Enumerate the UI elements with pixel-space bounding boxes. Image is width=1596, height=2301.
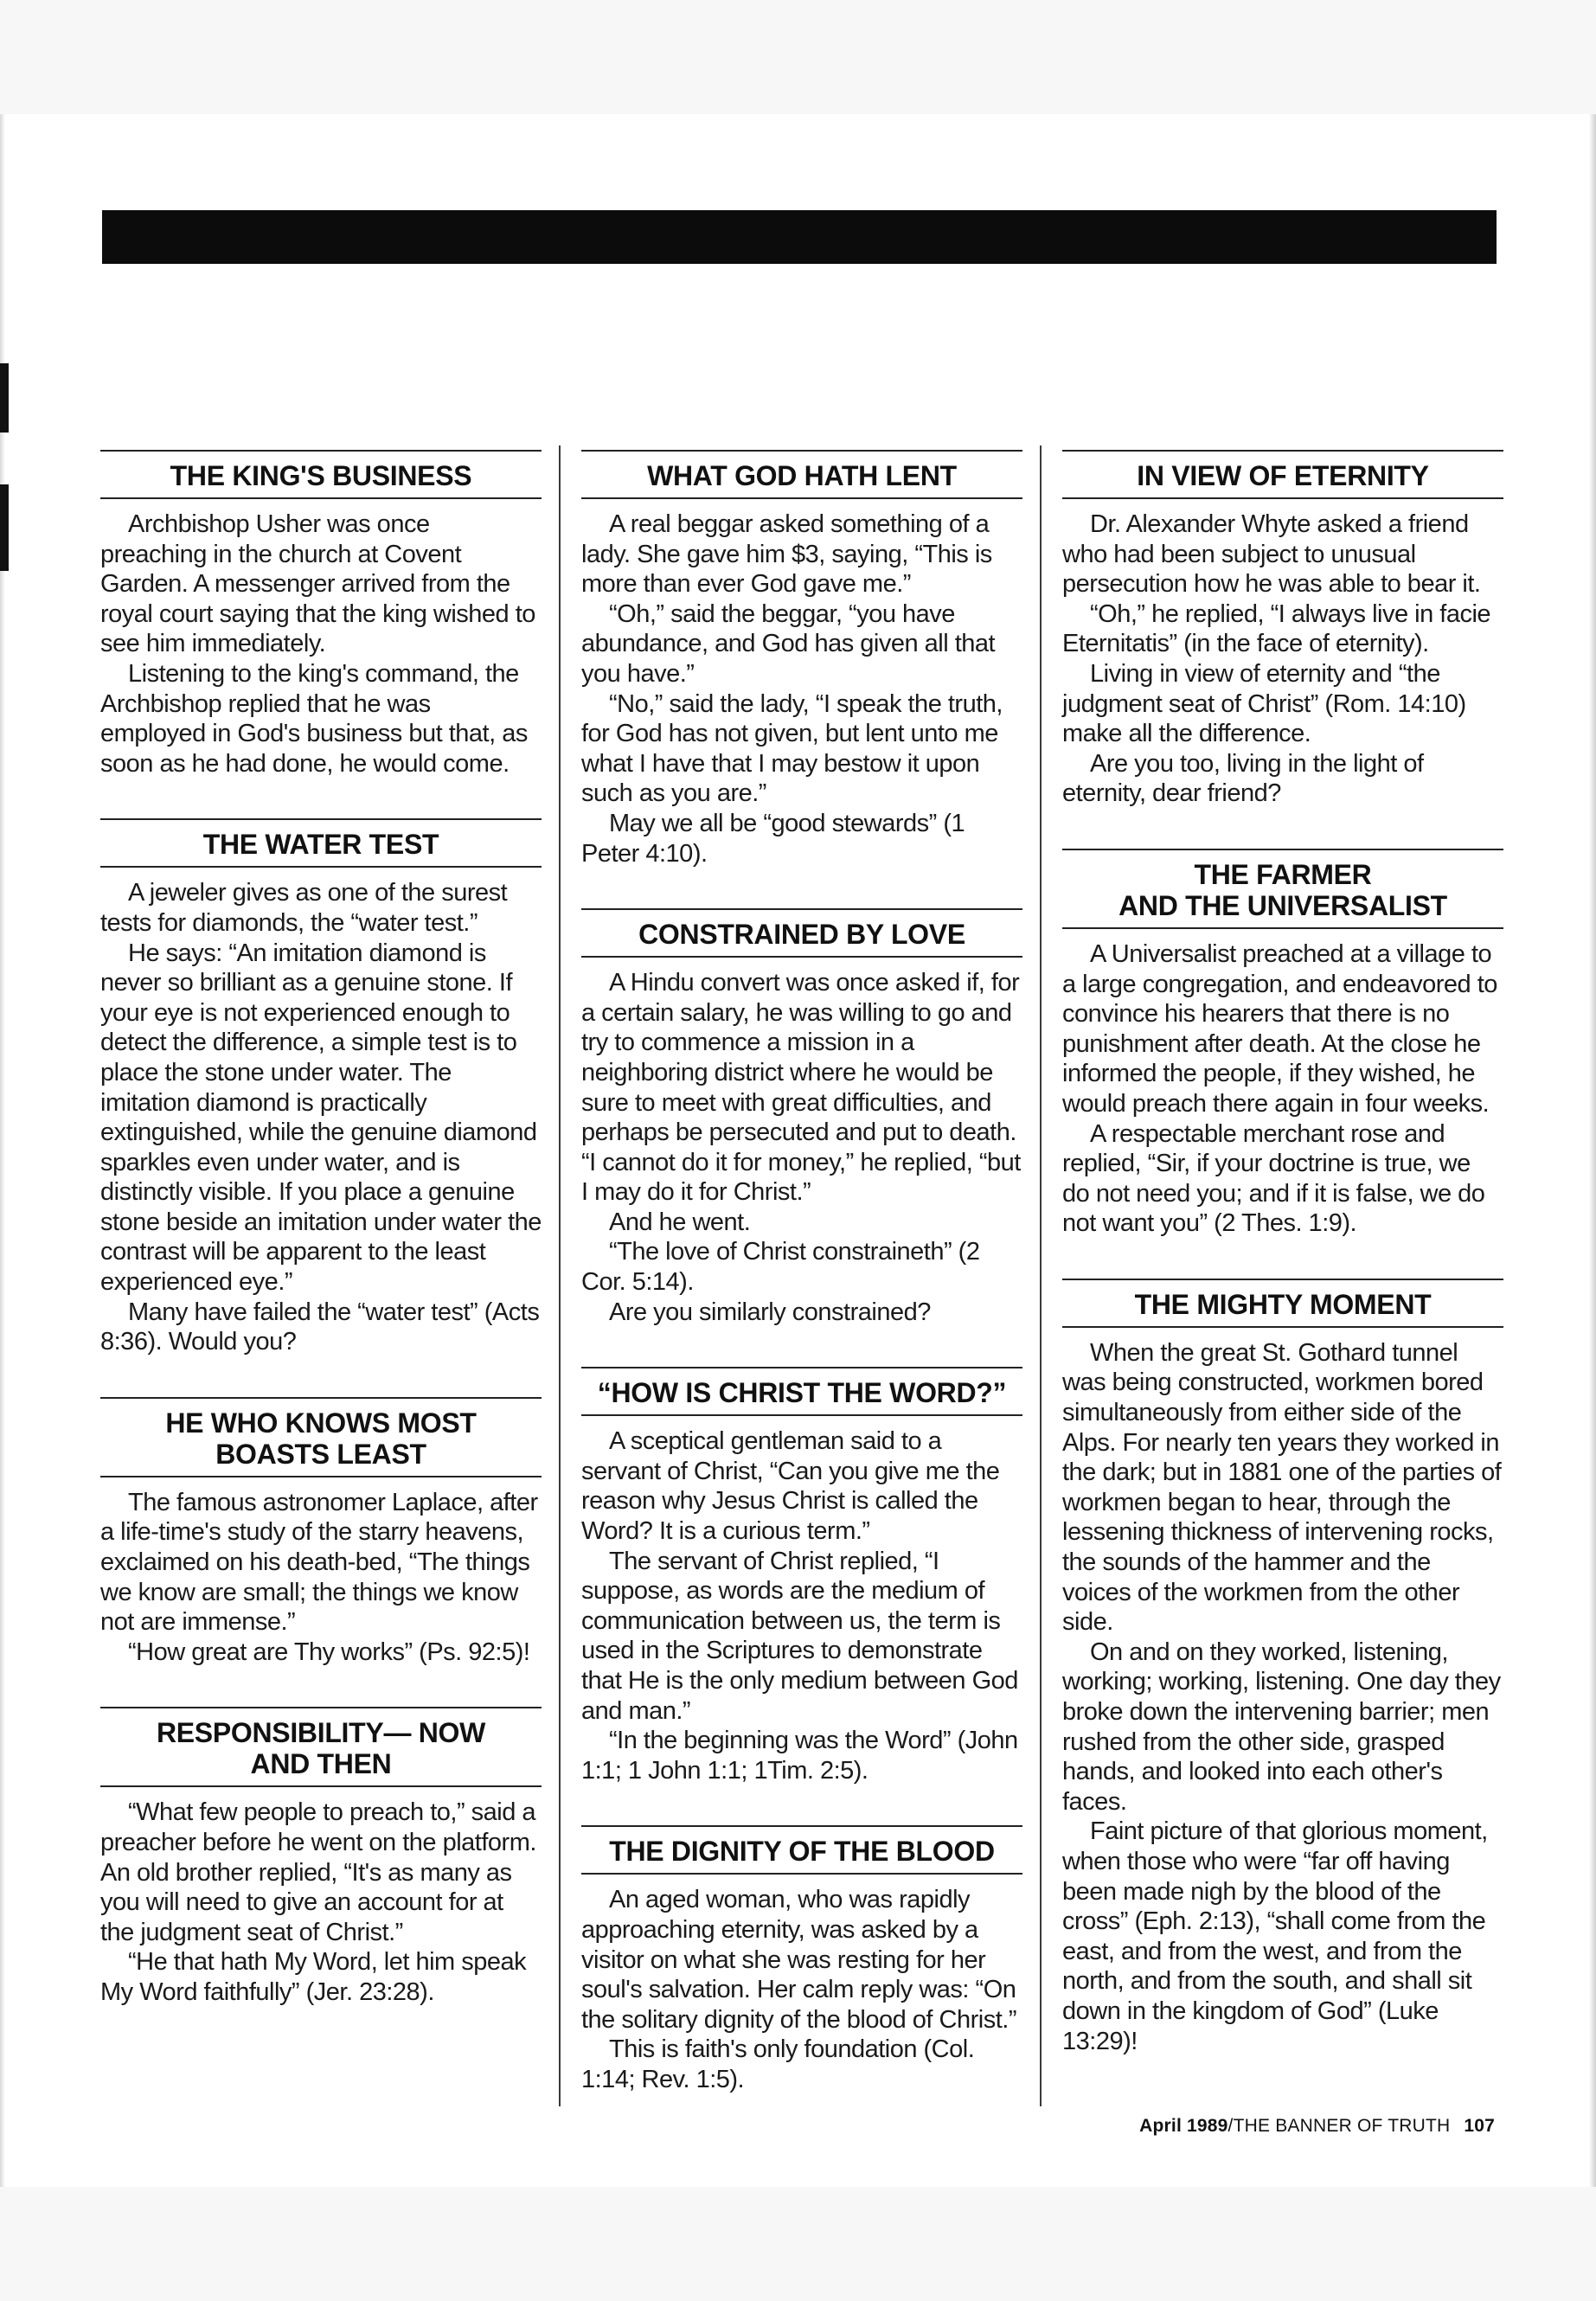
- article-headline: THE DIGNITY OF THE BLOOD: [581, 1825, 1022, 1875]
- article-paragraph: “What few people to preach to,” said a preacher before he went on the platform. An old brother replied, “It's as many as you will need to give an account for at the judgment seat of Christ.”: [100, 1798, 536, 1946]
- footer-issue: April 1989: [1139, 2116, 1228, 2136]
- article-paragraph: “Oh,” he replied, “I always live in facie Eternitatis” (in the face of eternity).: [1062, 599, 1491, 658]
- article-paragraph: Listening to the king's command, the Archbishop replied that he was employed in God's business but that, as soon as he had done, he would come.: [100, 659, 528, 778]
- article-paragraph: Living in view of eternity and “the judgment seat of Christ” (Rom. 14:10) make all the difference.: [1062, 659, 1466, 748]
- article-paragraph: A sceptical gentleman said to a servant of Christ, “Can you give me the reason why Jesus Christ is called the Word? It is a curious term.”: [581, 1427, 1000, 1546]
- column-divider: [559, 445, 561, 2106]
- article-paragraph: On and on they worked, listening, working; working, listening. One day they broke down the intervening barrier; men rushed from the other side, grasped hands, and looked into each other's faces.: [1062, 1638, 1501, 1816]
- footer-publication: THE BANNER OF TRUTH: [1233, 2116, 1451, 2136]
- article-paragraph: He says: “An imitation diamond is never so brilliant as a genuine stone. If your eye is not experienced enough to detect the difference, a simple test is to place the stone under water. The imitation diamond is practically extinguished, while the genuine diamond sparkles even under water, and is distinctly visible. If you place a genuine stone beside an imitation under water the contrast will be apparent to the least experienced eye.”: [100, 939, 542, 1297]
- article-paragraph: When the great St. Gothard tunnel was being constructed, workmen bored simultaneously from either side of the Alps. For nearly ten years they worked in the dark; but in 1881 one of the parties of workmen began to hear, through the lessening thickness of intervening rocks, the sounds of the hammer and the voices of the workmen from the other side.: [1062, 1338, 1502, 1637]
- article-paragraph: Dr. Alexander Whyte asked a friend who had been subject to unusual persecution how he was able to bear it.: [1062, 510, 1481, 599]
- page-number: 107: [1464, 2116, 1495, 2136]
- article: [581, 908, 1022, 1327]
- article: [100, 450, 542, 779]
- article-paragraph: An aged woman, who was rapidly approaching eternity, was asked by a visitor on what she was resting for her soul's salvation. Her calm reply was: “On the solitary dignity of the blood of Christ.”: [581, 1886, 1016, 2034]
- article-paragraph: Many have failed the “water test” (Acts 8:36). Would you?: [100, 1298, 540, 1356]
- article-paragraph: Are you too, living in the light of eternity, dear friend?: [1062, 749, 1424, 808]
- article-headline: HE WHO KNOWS MOST BOASTS LEAST: [100, 1397, 542, 1477]
- article-headline: THE KING'S BUSINESS: [100, 450, 542, 499]
- article-paragraph: “The love of Christ constraineth” (2 Cor. 5:14).: [581, 1238, 980, 1297]
- article-headline: THE WATER TEST: [100, 818, 542, 868]
- article-paragraph: A real beggar asked something of a lady. She gave him $3, saying, “This is more than ever God gave me.”: [581, 510, 992, 599]
- article: [1062, 450, 1503, 809]
- scan-margin-top: [0, 0, 1596, 114]
- article-headline: RESPONSIBILITY— NOW AND THEN: [100, 1707, 542, 1787]
- article: [100, 818, 542, 1357]
- page-edge-right: [1589, 114, 1596, 2187]
- article-paragraph: The famous astronomer Laplace, after a life-time's study of the starry heavens, exclaimed on his death-bed, “The things we know are small; the things we know not are immense.”: [100, 1488, 538, 1637]
- article-paragraph: This is faith's only foundation (Col. 1:14; Rev. 1:5).: [581, 2035, 975, 2093]
- article-headline: THE FARMER AND THE UNIVERSALIST: [1062, 849, 1503, 929]
- article-paragraph: “In the beginning was the Word” (John 1:1; 1 John 1:1; 1Tim. 2:5).: [581, 1727, 1018, 1785]
- article: [100, 1397, 542, 1668]
- article-paragraph: A jeweler gives as one of the surest tests for diamonds, the “water test.”: [100, 879, 508, 937]
- article: [1062, 1279, 1503, 2056]
- article-paragraph: A respectable merchant rose and replied, “Sir, if your doctrine is true, we do not need you; and if it is false, we do not want you” (2 Thes. 1:9).: [1062, 1119, 1485, 1238]
- article-paragraph: “No,” said the lady, “I speak the truth, for God has not given, but lent unto me what I have that I may bestow it upon such as you are.”: [581, 689, 1003, 808]
- article-headline: WHAT GOD HATH LENT: [581, 450, 1022, 499]
- article-paragraph: Archbishop Usher was once preaching in the church at Covent Garden. A messenger arrived from the royal court saying that the king wished to see him immediately.: [100, 510, 535, 658]
- article: [581, 450, 1022, 868]
- article-headline: IN VIEW OF ETERNITY: [1062, 450, 1503, 499]
- page-footer: [1021, 2116, 1495, 2137]
- article-headline: CONSTRAINED BY LOVE: [581, 908, 1022, 958]
- article-paragraph: A Hindu convert was once asked if, for a certain salary, he was willing to go and try to commence a mission in a neighboring district where he would be sure to meet with great difficulties, and perhaps be persecuted and put to death. “I cannot do it for money,” he replied, “but I may do it for Christ.”: [581, 969, 1021, 1207]
- article-headline: “HOW IS CHRIST THE WORD?”: [581, 1367, 1022, 1416]
- article: [100, 1707, 542, 2007]
- article-paragraph: Faint picture of that glorious moment, when those who were “far off having been made nigh by the blood of the cross” (Eph. 2:13), “shall come from the east, and from the west, and from the north, and from the south, and shall sit down in the kingdom of God” (Luke 13:29)!: [1062, 1817, 1488, 2055]
- article: [581, 1825, 1022, 2094]
- column-1: [100, 450, 542, 2048]
- footer-separator: /: [1227, 2116, 1234, 2136]
- article-paragraph: “Oh,” said the beggar, “you have abundance, and God has given all that you have.”: [581, 599, 996, 688]
- header-black-bar: [102, 210, 1497, 264]
- column-3: [1062, 450, 1503, 2096]
- article-headline: THE MIGHTY MOMENT: [1062, 1279, 1503, 1328]
- article-paragraph: The servant of Christ replied, “I suppose, as words are the medium of communication between us, the term is used in the Scriptures to demonstrate that He is the only medium between God and man.”: [581, 1547, 1018, 1725]
- scan-margin-bottom: [0, 2187, 1596, 2301]
- binding-mark: [0, 484, 9, 571]
- article-paragraph: Are you similarly constrained?: [609, 1298, 931, 1326]
- binding-mark: [0, 363, 9, 433]
- article-paragraph: May we all be “good stewards” (1 Peter 4:10).: [581, 809, 965, 868]
- article: [1062, 849, 1503, 1239]
- article-paragraph: “How great are Thy works” (Ps. 92:5)!: [128, 1638, 530, 1666]
- column-2: [581, 450, 1022, 2135]
- article: [581, 1367, 1022, 1785]
- article-paragraph: A Universalist preached at a village to a large congregation, and endeavored to convince his hearers that there is no punishment after death. At the close he informed the people, if they wished, he would preach there again in four weeks.: [1062, 939, 1497, 1118]
- column-divider: [1040, 445, 1042, 2106]
- article-paragraph: And he went.: [609, 1208, 751, 1236]
- article-paragraph: “He that hath My Word, let him speak My Word faithfully” (Jer. 23:28).: [100, 1948, 527, 2006]
